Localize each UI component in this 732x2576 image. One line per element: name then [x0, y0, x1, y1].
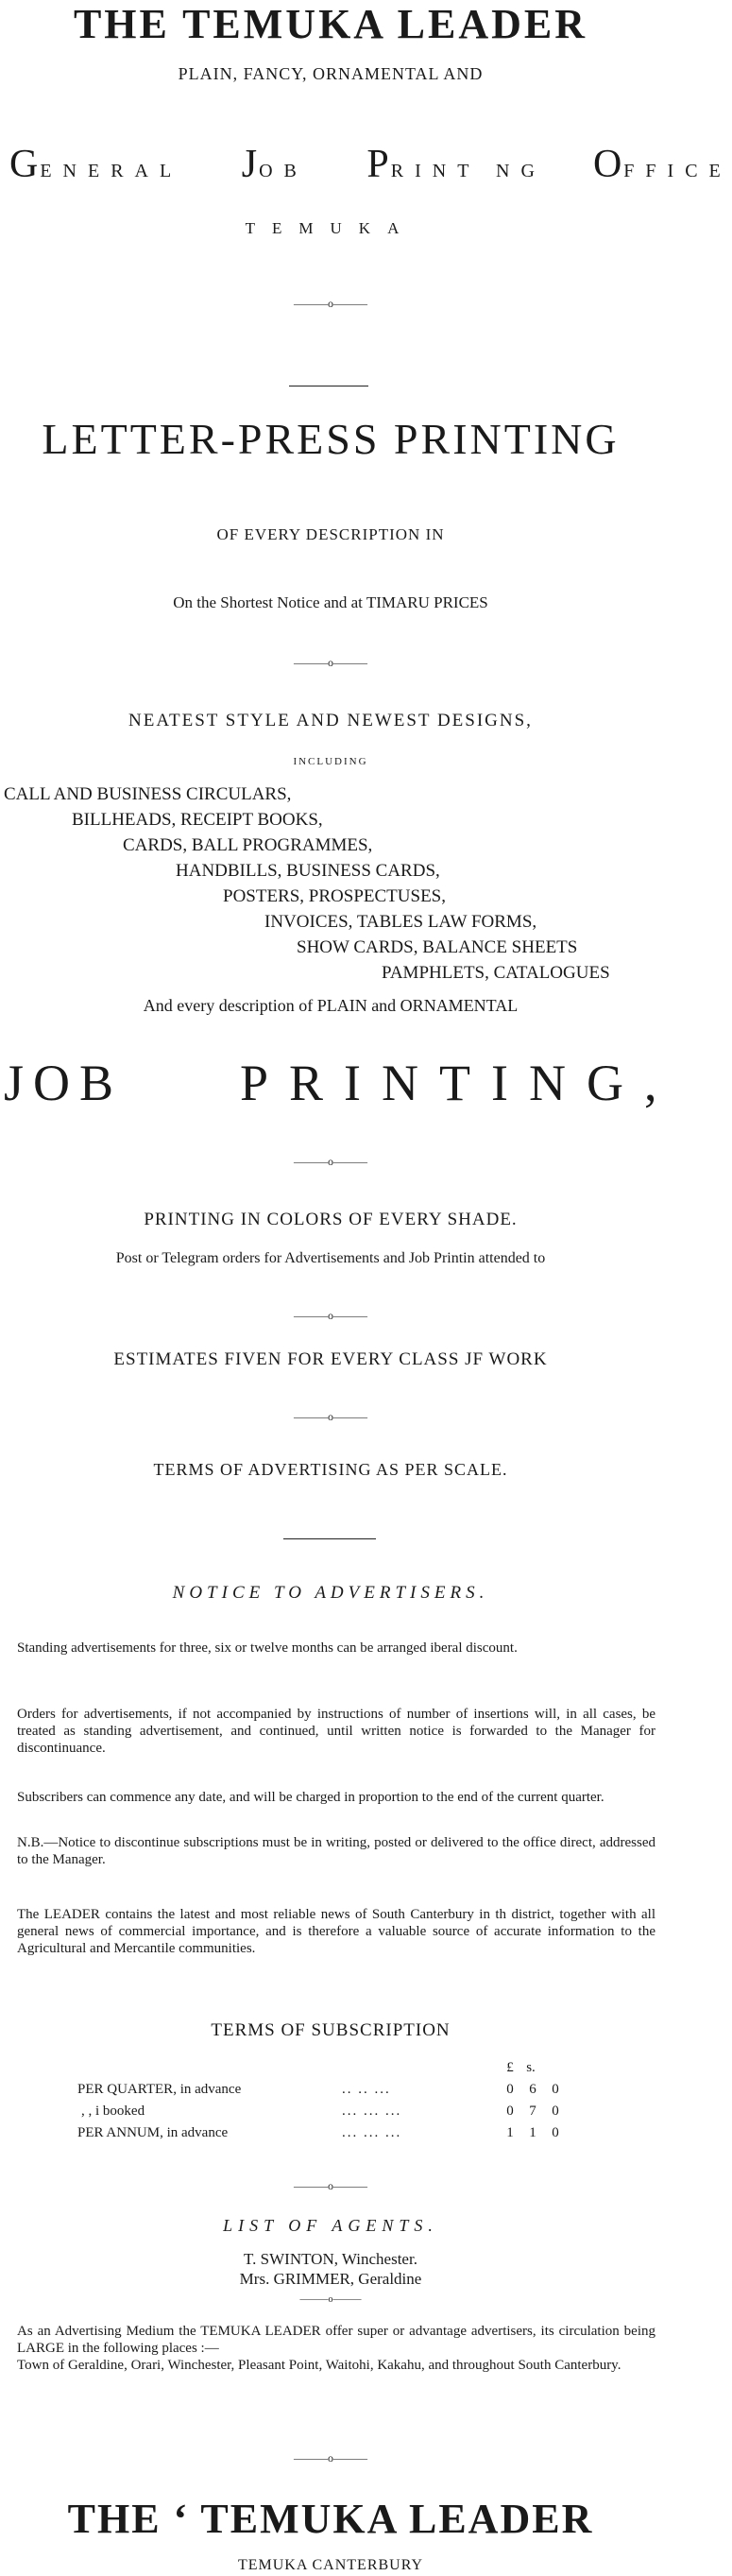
printing-word: PRINTING, [240, 1055, 678, 1111]
design-item: SHOW CARDS, BALANCE SHEETS [297, 937, 578, 957]
office-line: GENERAL JOB PRINT NG OFFICE [9, 143, 732, 186]
footer-subtitle: TEMUKA CANTERBURY [237, 2557, 424, 2573]
ornament-divider: ———o——— [294, 2179, 367, 2192]
design-item: CARDS, BALL PROGRAMMES, [123, 835, 373, 855]
agents-heading: LIST OF AGENTS. [223, 2216, 438, 2235]
ornament-divider: ———o——— [294, 1410, 367, 1423]
letterpress-heading: LETTER-PRESS PRINTING [42, 415, 620, 463]
notice-paragraph: Orders for advertisements, if not accompanied by instructions of number of insertions will, in all cases, be treated as standing advertisement, and continued, until written notice is forwarded to the Manager for discontinuance. [17, 1707, 655, 1756]
place-name: TEMUKA [245, 219, 417, 237]
agent-entry: Mrs. GRIMMER, Geraldine [239, 2270, 422, 2288]
including-label: INCLUDING [293, 756, 368, 767]
every-description-line: OF EVERY DESCRIPTION IN [216, 525, 445, 543]
estimates-line: ESTIMATES FIVEN FOR EVERY CLASS JF WORK [113, 1349, 548, 1369]
currency-pound: £ [506, 2060, 514, 2075]
job-word: JOB [4, 1055, 124, 1111]
notice-paragraph: Standing advertisements for three, six or twelve months can be arranged iberal discount. [17, 1640, 518, 1656]
terms-advertising-line: TERMS OF ADVERTISING AS PER SCALE. [153, 1460, 508, 1479]
designs-heading: NEATEST STYLE AND NEWEST DESIGNS, [128, 711, 533, 730]
ornament-divider: ———o——— [294, 2451, 367, 2464]
design-item: CALL AND BUSINESS CIRCULARS, [4, 784, 292, 804]
short-rule [283, 1538, 376, 1539]
notice-paragraph: N.B.—Notice to discontinue subscriptions must be in writing, posted or delivered to the office direct, addressed to the Manager. [17, 1835, 655, 1867]
ornament-divider: ———o——— [294, 1309, 367, 1322]
agent-entry: T. SWINTON, Winchester. [244, 2250, 417, 2268]
design-item: PAMPHLETS, CATALOGUES [382, 963, 610, 983]
ornament-divider: ———o——— [294, 1155, 367, 1168]
design-item: HANDBILLS, BUSINESS CARDS, [176, 861, 440, 881]
notice-paragraph: Subscribers can commence any date, and will be charged in proportion to the end of the current quarter. [17, 1790, 604, 1805]
footer-title: THE ‘ TEMUKA LEADER [67, 2496, 594, 2542]
advertising-medium-paragraph: As an Advertising Medium the TEMUKA LEADER offer super or advantage advertisers, its circulation being LARGE in the following places :— Town of Geraldine, Orari, Winchester, Pleasant Point, Waitohi, Kakahu, and throughout South Canterbury. [17, 2324, 655, 2373]
notice-heading: NOTICE TO ADVERTISERS. [172, 1583, 489, 1603]
masthead-title: THE TEMUKA LEADER [73, 1, 588, 47]
design-item: BILLHEADS, RECEIPT BOOKS, [72, 810, 323, 830]
colors-heading: PRINTING IN COLORS OF EVERY SHADE. [144, 1210, 518, 1229]
ornament-divider: ———o——— [294, 656, 367, 669]
ornament-divider: ———o——— [294, 297, 367, 310]
ornament-divider: ———o——— [299, 2294, 362, 2305]
subscription-heading: TERMS OF SUBSCRIPTION [211, 2020, 451, 2040]
post-telegram-line: Post or Telegram orders for Advertisements and Job Printin attended to [115, 1250, 546, 1266]
shortest-notice-line: On the Shortest Notice and at TIMARU PRICES [173, 593, 488, 611]
masthead-subtitle: PLAIN, FANCY, ORNAMENTAL AND [178, 64, 484, 83]
notice-paragraph: The LEADER contains the latest and most reliable news of South Canterbury in th district, together with all general news of commercial importance, and is therefore a valuable source of accurate information to the Agricultural and Mercantile communities. [17, 1907, 655, 1956]
design-item: INVOICES, TABLES LAW FORMS, [264, 912, 537, 932]
design-item: POSTERS, PROSPECTUSES, [223, 886, 446, 906]
and-every-description-line: And every description of PLAIN and ORNAMENTAL [143, 996, 519, 1015]
currency-shilling: s. [526, 2060, 536, 2075]
